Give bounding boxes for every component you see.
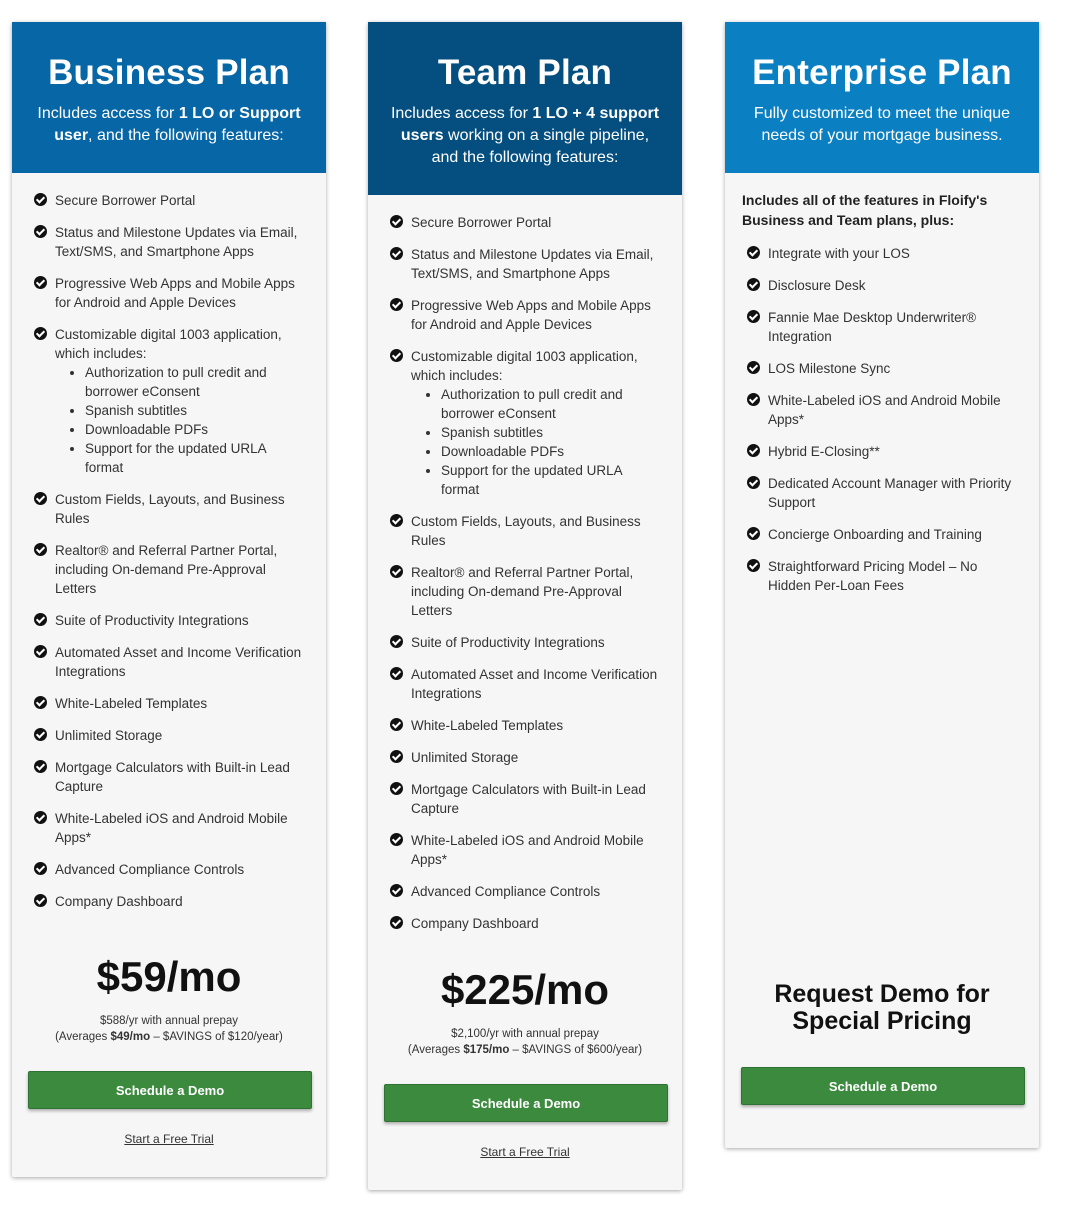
check-circle-icon [34, 811, 47, 824]
enterprise-feature-list [725, 230, 1039, 595]
check-circle-icon [390, 349, 403, 362]
feature-item: Suite of Productivity Integrations [34, 611, 304, 630]
check-circle-icon [390, 667, 403, 680]
check-circle-icon [747, 559, 760, 572]
team-feature-list [368, 195, 682, 933]
team-schedule-demo-button[interactable]: Schedule a Demo [384, 1084, 668, 1122]
check-circle-icon [390, 782, 403, 795]
team-desc-text: Includes access for [390, 105, 533, 122]
check-circle-icon [390, 247, 403, 260]
check-circle-icon [34, 193, 47, 206]
sub-feature-item: • Authorization to pull credit and borrower eConsent [441, 385, 660, 423]
business-plan-card [12, 22, 326, 1177]
feature-item: White-Labeled Templates [390, 716, 660, 735]
check-circle-icon [390, 565, 403, 578]
business-feature-list [12, 173, 326, 911]
check-circle-icon [390, 718, 403, 731]
team-plan-title: Team Plan [437, 53, 613, 92]
feature-item: Realtor® and Referral Partner Portal, including On-demand Pre-Approval Letters [390, 563, 660, 620]
feature-item: White-Labeled iOS and Android Mobile Apps* [390, 831, 660, 869]
check-circle-icon [390, 916, 403, 929]
team-prepay-text: $2,100/yr with annual prepay [451, 1028, 599, 1040]
team-desc-text-end: working on a single pipeline, and the following features: [431, 127, 650, 166]
feature-item: Progressive Web Apps and Mobile Apps for Android and Apple Devices [34, 274, 304, 312]
enterprise-plan-description: Fully customized to meet the unique needs of your mortgage business. [753, 105, 1011, 144]
feature-item: Straightforward Pricing Model – No Hidden Per-Loan Fees [747, 557, 1017, 595]
team-plan-description [388, 103, 662, 169]
check-circle-icon [747, 246, 760, 259]
business-plan-header [12, 22, 326, 173]
feature-item: Mortgage Calculators with Built-in Lead Capture [34, 758, 304, 796]
sub-feature-item: • Spanish subtitles [85, 401, 304, 420]
check-circle-icon [390, 750, 403, 763]
feature-item: Advanced Compliance Controls [34, 860, 304, 879]
feature-item: Suite of Productivity Integrations [390, 633, 660, 652]
feature-item: Custom Fields, Layouts, and Business Rules [390, 512, 660, 550]
check-circle-icon [34, 225, 47, 238]
special-pricing-line: Special Pricing [792, 1007, 972, 1035]
check-circle-icon [390, 884, 403, 897]
check-circle-icon [390, 215, 403, 228]
sub-feature-item: • Authorization to pull credit and borrower eConsent [85, 363, 304, 401]
feature-item: Company Dashboard [390, 914, 660, 933]
enterprise-schedule-demo-button[interactable]: Schedule a Demo [741, 1067, 1025, 1105]
feature-item: Progressive Web Apps and Mobile Apps for Android and Apple Devices [390, 296, 660, 334]
feature-item: White-Labeled Templates [34, 694, 304, 713]
feature-item: Secure Borrower Portal [34, 191, 304, 210]
enterprise-plan-header [725, 22, 1039, 173]
sub-feature-item: • Spanish subtitles [441, 423, 660, 442]
check-circle-icon [390, 833, 403, 846]
business-desc-text: Includes access for [37, 105, 179, 122]
feature-item: Disclosure Desk [747, 276, 1017, 295]
check-circle-icon [34, 276, 47, 289]
check-circle-icon [34, 613, 47, 626]
sub-feature-item: • Downloadable PDFs [441, 442, 660, 461]
business-schedule-demo-button[interactable]: Schedule a Demo [28, 1071, 312, 1109]
check-circle-icon [34, 696, 47, 709]
enterprise-intro-text: Includes all of the features in Floify's Business and Team plans, plus: [742, 192, 988, 228]
feature-item: Mortgage Calculators with Built-in Lead Capture [390, 780, 660, 818]
business-plan-description [32, 103, 306, 147]
feature-sublist [411, 385, 660, 499]
check-circle-icon [747, 361, 760, 374]
check-circle-icon [747, 278, 760, 291]
check-circle-icon [34, 543, 47, 556]
team-plan-card [368, 22, 682, 1190]
check-circle-icon [34, 728, 47, 741]
check-circle-icon [390, 514, 403, 527]
business-average-text: (Averages $49/mo – $AVINGS of $120/year) [55, 1031, 283, 1043]
check-circle-icon [34, 492, 47, 505]
feature-item: Status and Milestone Updates via Email, Text/SMS, and Smartphone Apps [34, 223, 304, 261]
check-circle-icon [34, 862, 47, 875]
business-desc-bold: 1 LO or Support user [54, 105, 301, 144]
check-circle-icon [390, 298, 403, 311]
check-circle-icon [747, 310, 760, 323]
check-circle-icon [34, 327, 47, 340]
feature-item: Secure Borrower Portal [390, 213, 660, 232]
enterprise-plan-card [725, 22, 1039, 1148]
feature-item: White-Labeled iOS and Android Mobile Apps* [34, 809, 304, 847]
business-plan-title: Business Plan [48, 53, 290, 92]
feature-item: Advanced Compliance Controls [390, 882, 660, 901]
feature-item: Automated Asset and Income Verification Integrations [390, 665, 660, 703]
feature-item: Customizable digital 1003 application, which includes: • Authorization to pull credit and borrower eConsent • Spanish subtitles • Downloadable PDFs • Support for the updated URLA format [390, 347, 660, 499]
team-plan-header [368, 22, 682, 195]
check-circle-icon [747, 476, 760, 489]
business-desc-text-end: , and the following features: [88, 127, 284, 144]
feature-item: Unlimited Storage [390, 748, 660, 767]
check-circle-icon [747, 527, 760, 540]
check-circle-icon [390, 635, 403, 648]
business-price: $59/mo [96, 953, 242, 1000]
team-free-trial-link[interactable]: Start a Free Trial [480, 1145, 570, 1159]
feature-item: Dedicated Account Manager with Priority Support [747, 474, 1017, 512]
business-prepay-text: $588/yr with annual prepay [99, 1015, 239, 1027]
feature-item: Customizable digital 1003 application, which includes: • Authorization to pull credit and borrower eConsent • Spanish subtitles • Downloadable PDFs • Support for the updated URLA format [34, 325, 304, 477]
check-circle-icon [34, 760, 47, 773]
feature-item: Concierge Onboarding and Training [747, 525, 1017, 544]
sub-feature-item: • Support for the updated URLA format [441, 461, 660, 499]
check-circle-icon [747, 444, 760, 457]
business-free-trial-link[interactable]: Start a Free Trial [124, 1132, 214, 1146]
enterprise-plan-title: Enterprise Plan [752, 53, 1012, 92]
feature-item: LOS Milestone Sync [747, 359, 1017, 378]
check-circle-icon [34, 894, 47, 907]
feature-item: White-Labeled iOS and Android Mobile Apps* [747, 391, 1017, 429]
feature-item: Custom Fields, Layouts, and Business Rules [34, 490, 304, 528]
feature-item: Company Dashboard [34, 892, 304, 911]
team-desc-bold: 1 LO + 4 support users [400, 105, 660, 144]
team-price: $225/mo [440, 966, 610, 1013]
team-average-text: (Averages $175/mo – $AVINGS of $600/year) [407, 1044, 643, 1056]
feature-item: Hybrid E-Closing** [747, 442, 1017, 461]
feature-item: Status and Milestone Updates via Email, Text/SMS, and Smartphone Apps [390, 245, 660, 283]
special-pricing-line: Request Demo for [774, 980, 990, 1008]
feature-item: Integrate with your LOS [747, 244, 1017, 263]
check-circle-icon [747, 393, 760, 406]
enterprise-special-pricing-text [725, 981, 1039, 1035]
feature-item: Unlimited Storage [34, 726, 304, 745]
check-circle-icon [34, 645, 47, 658]
feature-item: Fannie Mae Desktop Underwriter® Integration [747, 308, 1017, 346]
feature-item: Realtor® and Referral Partner Portal, including On-demand Pre-Approval Letters [34, 541, 304, 598]
feature-item: Automated Asset and Income Verification Integrations [34, 643, 304, 681]
sub-feature-item: • Downloadable PDFs [85, 420, 304, 439]
sub-feature-item: • Support for the updated URLA format [85, 439, 304, 477]
feature-sublist [55, 363, 304, 477]
